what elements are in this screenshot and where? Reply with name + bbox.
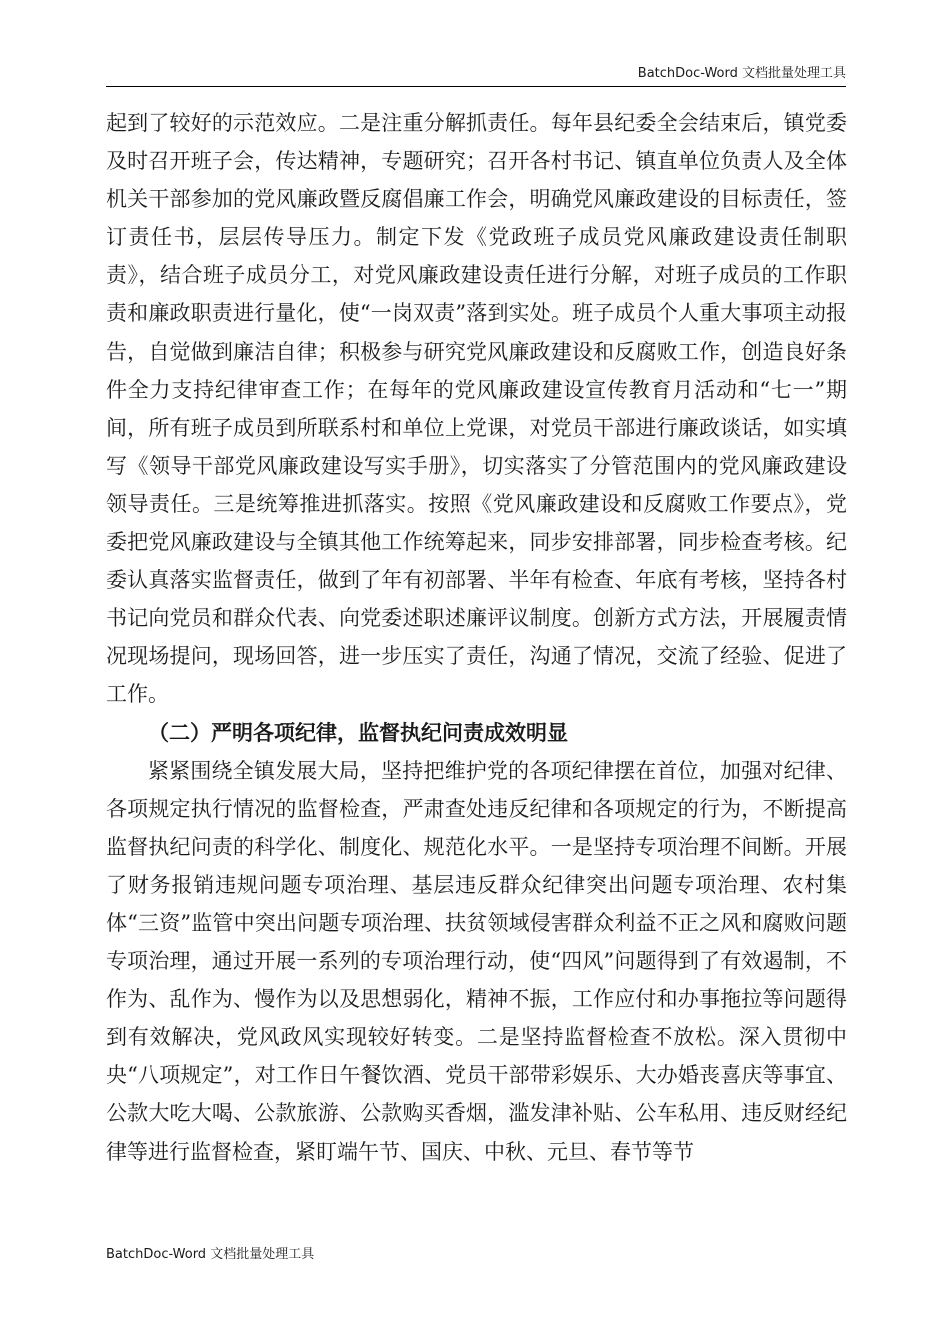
paragraph-discipline: 紧紧围绕全镇发展大局，坚持把维护党的各项纪律摆在首位，加强对纪律、各项规定执行情况的监督检查，严肃查处违反纪律和各项规定的行为，不断提高监督执纪问责的科学化、制度化、规范化水平。一是坚持专项治理不间断。开展了财务报销违规问题专项治理、基层违反群众纪律突出问题专项治理、农村集体“三资”监管中突出问题专项治理、扶贫领域侵害群众利益不正之风和腐败问题专项治理，通过开展一系列的专项治理行动，使“四风”问题得到了有效遏制，不作为、乱作为、慢作为以及思想弱化，精神不振，工作应付和办事拖拉等问题得到有效解决，党风政风实现较好转变。二是坚持监督检查不放松。深入贯彻中央“八项规定”，对工作日午餐饮酒、党员干部带彩娱乐、大办婚丧喜庆等事宜、公款大吃大喝、公款旅游、公款购买香烟，滥发津补贴、公车私用、违反财经纪律等进行监督检查，紧盯端午节、国庆、中秋、元旦、春节等节	[106, 758, 847, 1164]
paragraph-responsibility: 起到了较好的示范效应。二是注重分解抓责任。每年县纪委全会结束后，镇党委及时召开班子会，传达精神，专题研究；召开各村书记、镇直单位负责人及全体机关干部参加的党风廉政暨反腐倡廉工作会，明确党风廉政建设的目标责任，签订责任书，层层传导压力。制定下发《党政班子成员党风廉政建设责任制职责》，结合班子成员分工，对党风廉政建设责任进行分解，对班子成员的工作职责和廉政职责进行量化，使“一岗双责”落到实处。班子成员个人重大事项主动报告，自觉做到廉洁自律；积极参与研究党风廉政建设和反腐败工作，创造良好条件全力支持纪律审查工作；在每年的党风廉政建设宣传教育月活动和“七一”期间，所有班子成员到所联系村和单位上党课，对党员干部进行廉政谈话，如实填写《领导干部党风廉政建设写实手册》，切实落实了分管范围内的党风廉政建设领导责任。三是统筹推进抓落实。按照《党风廉政建设和反腐败工作要点》，党委把党风廉政建设与全镇其他工作统筹起来，同步安排部署，同步检查考核。纪委认真落实监督责任，做到了年有初部署、半年有检查、年底有考核，坚持各村书记向党员和群众代表、向党委述职述廉评议制度。创新方式方法，开展履责情况现场提问，现场回答，进一步压实了责任，沟通了情况，交流了经验、促进了工作。	[106, 111, 847, 707]
page-header: BatchDoc-Word 文档批量处理工具	[106, 64, 846, 87]
document-body	[106, 104, 847, 1171]
page-footer: BatchDoc-Word 文档批量处理工具	[106, 1247, 315, 1262]
section-heading-discipline: （二）严明各项纪律，监督执纪问责成效明显	[148, 719, 568, 745]
